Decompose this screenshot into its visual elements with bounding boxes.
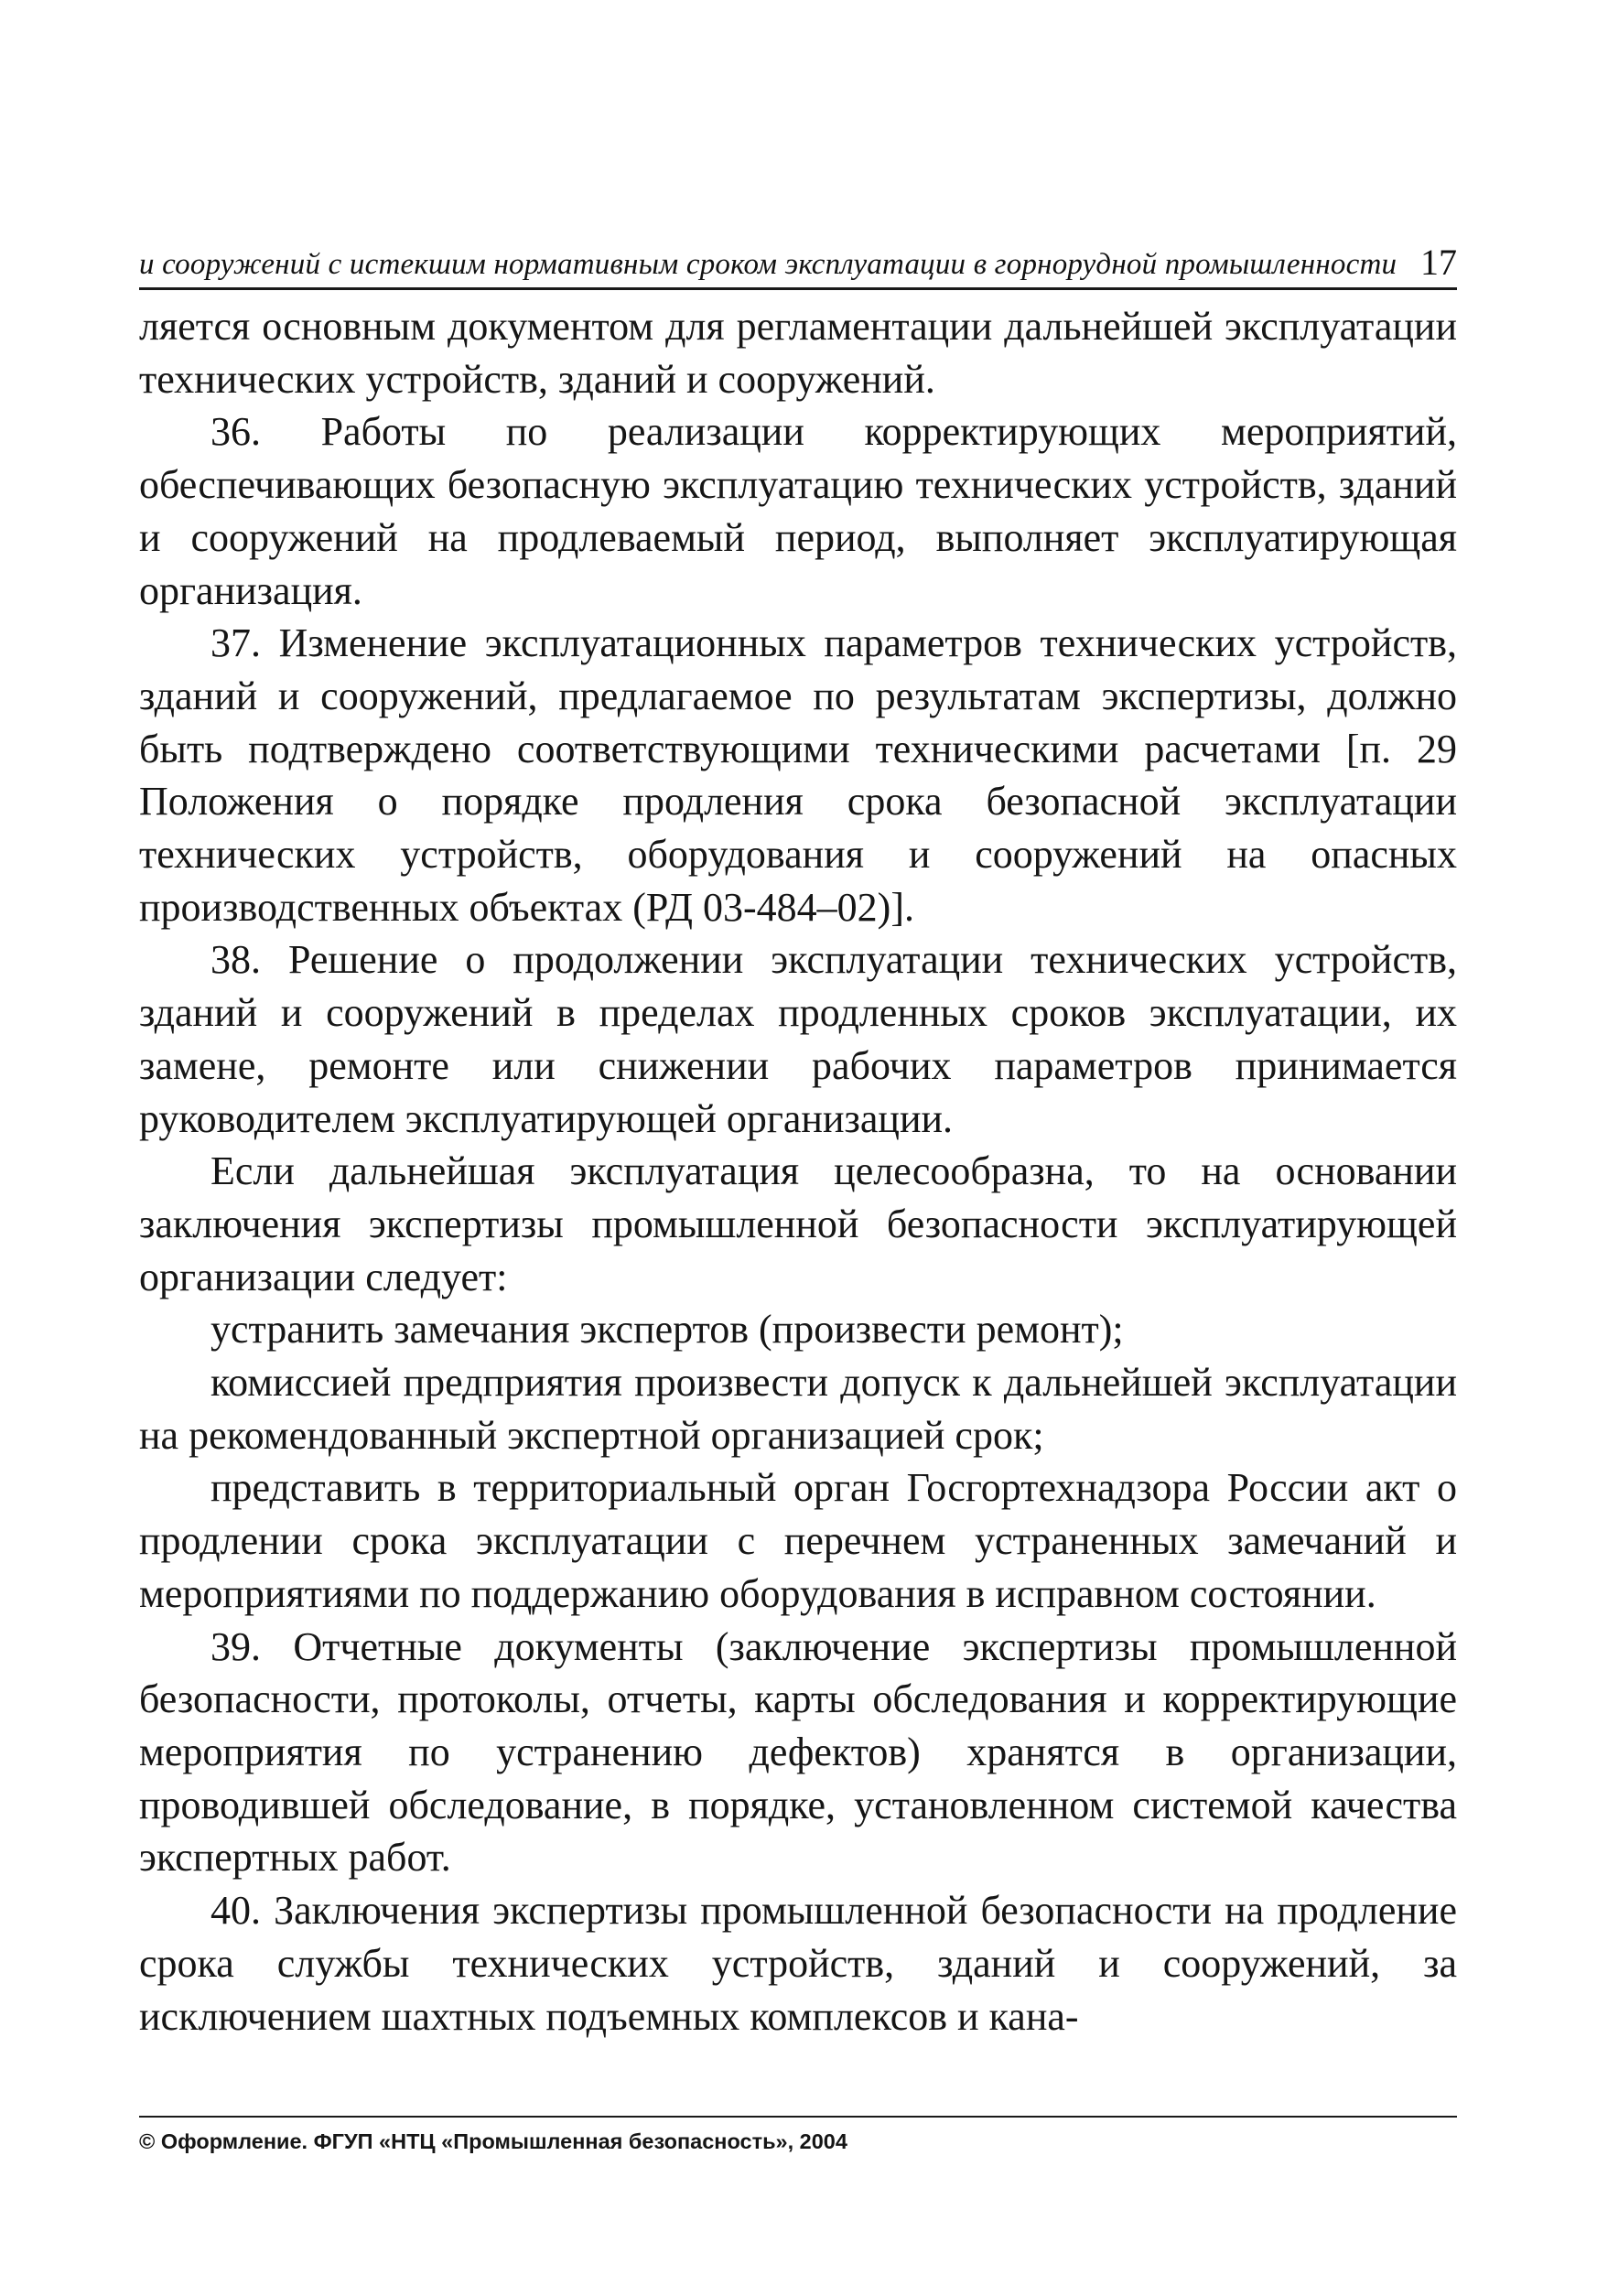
paragraph-conditions: Если дальнейшая эксплуатация целесообразна, то на основании заключения экспертизы промышленной безопасности эксплуатирующей организации следует: [139,1148,1457,1299]
page-number: 17 [1420,242,1457,283]
running-title: и сооружений с истекшим нормативным сроком эксплуатации в горнорудной промышленности [139,248,1397,281]
paragraph-40: 40. Заключения экспертизы промышленной безопасности на продление срока службы технических устройств, зданий и сооружений, за исключением шахтных подъемных комплексов и кана- [139,1888,1457,2039]
paragraph-39: 39. Отчетные документы (заключение экспертизы промышленной безопасности, протоколы, отчеты, карты обследования и корректирующие мероприятия по устранению дефектов) хранятся в организации, проводившей обследование, в порядке, установленном системой качества экспертных работ. [139,1623,1457,1881]
footer-copyright: © Оформление. ФГУП «НТЦ «Промышленная безопасность», 2004 [139,2129,847,2153]
list-item-act: представить в территориальный орган Госгортехнадзора России акт о продлении срока эксплуатации с перечнем устраненных замечаний и мероприятиями по поддержанию оборудования в исправном состоянии. [139,1465,1457,1616]
paragraph-36: 36. Работы по реализации корректирующих мероприятий, обеспечивающих безопасную эксплуатацию технических устройств, зданий и сооружений на продлеваемый период, выполняет эксплуатирующая организация. [139,409,1457,613]
paragraph-37: 37. Изменение эксплуатационных параметров технических устройств, зданий и сооружений, предлагаемое по результатам экспертизы, должно быть подтверждено соответствующими техническими расчетами [п. 29 Положения о порядке продления срока безопасной эксплуатации технических устройств, оборудования и сооружений на опасных производственных объектах (РД 03-484–02)]. [139,620,1457,930]
body-text [139,300,1457,2043]
footer-divider [139,2116,1457,2118]
paragraph-38: 38. Решение о продолжении эксплуатации технических устройств, зданий и сооружений в пределах продленных сроков эксплуатации, их замене, ремонте или снижении рабочих параметров принимается руководителем эксплуатирующей организации. [139,937,1457,1141]
running-header [139,234,1457,290]
paragraph-continuation: ляется основным документом для регламентации дальнейшей эксплуатации технических устройств, зданий и сооружений. [139,304,1457,402]
list-item-remarks: устранить замечания экспертов (произвести ремонт); [210,1307,1124,1353]
list-item-commission: комиссией предприятия произвести допуск к дальнейшей эксплуатации на рекомендованный экспертной организацией срок; [139,1360,1457,1458]
